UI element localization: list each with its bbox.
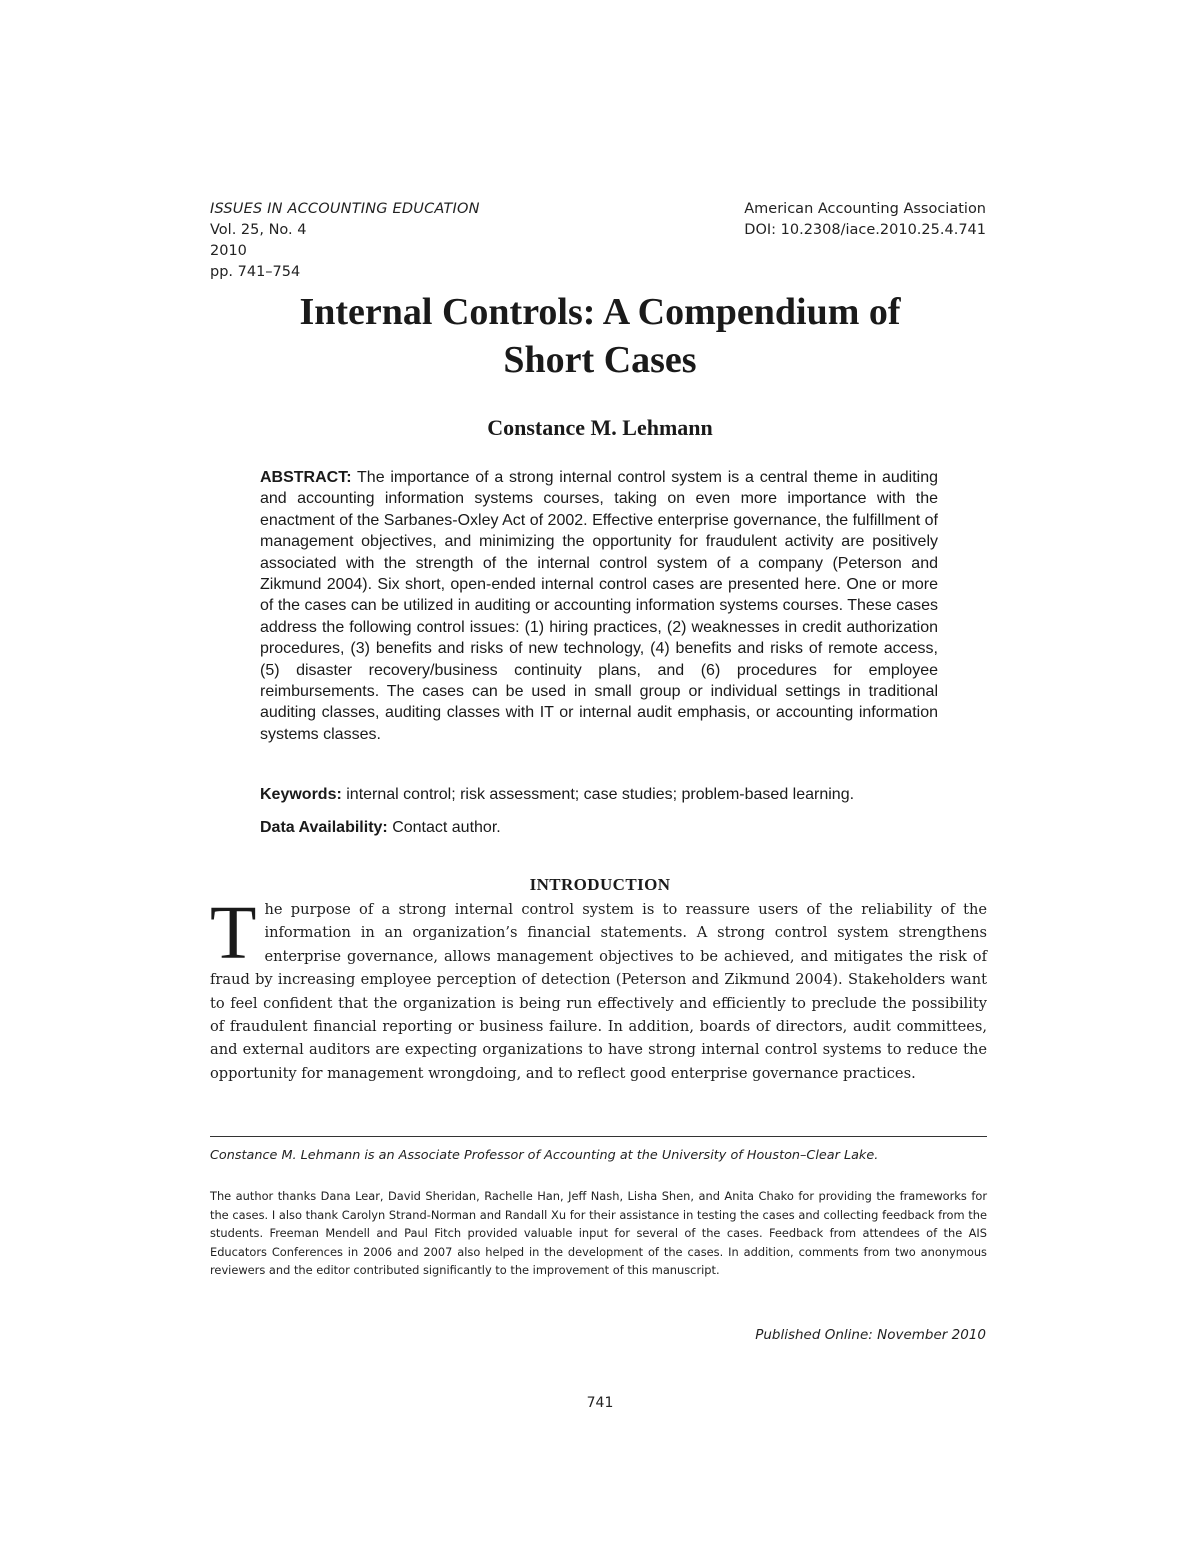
journal-name: ISSUES IN ACCOUNTING EDUCATION — [210, 201, 480, 217]
footnote-divider — [210, 1136, 987, 1137]
journal-pages: pp. 741–754 — [210, 264, 301, 280]
data-availability-text: Contact author. — [387, 819, 501, 836]
data-availability — [260, 817, 950, 839]
article-title — [200, 288, 1000, 384]
title-line-1: Internal Controls: A Compendium of — [299, 291, 901, 333]
abstract — [260, 467, 938, 745]
abstract-label: ABSTRACT: — [260, 469, 352, 486]
data-availability-label: Data Availability: — [260, 819, 388, 836]
keywords-text: internal control; risk assessment; case studies; problem-based learning. — [341, 786, 855, 803]
journal-year: 2010 — [210, 243, 247, 259]
journal-header-left — [210, 199, 480, 283]
introduction-heading: INTRODUCTION — [529, 875, 671, 894]
author-affiliation: Constance M. Lehmann is an Associate Professor of Accounting at the University of Houston–Clear Lake. — [210, 1148, 879, 1163]
keywords-label: Keywords: — [260, 786, 342, 803]
keywords — [260, 784, 950, 806]
title-line-2: Short Cases — [503, 339, 697, 381]
article-doi: DOI: 10.2308/iace.2010.25.4.741 — [744, 222, 986, 238]
article-author: Constance M. Lehmann — [487, 415, 713, 440]
journal-header-right — [744, 199, 986, 241]
abstract-text: The importance of a strong internal control system is a central theme in auditing and accounting information systems courses, taking on even more importance with the enactment of the Sarbanes-Oxley Act of 2002. Effective enterprise governance, the fulfillment of management objectives, and minimizing the opportunity for fraudulent activity are positively associated with the strength of the internal control system of a company (Peterson and Zikmund 2004). Six short, open-ended internal control cases are presented here. One or more of the cases can be utilized in auditing or accounting information systems courses. These cases address the following control issues: (1) hiring practices, (2) weaknesses in credit authorization procedures, (3) benefits and risks of new technology, (4) benefits and risks of remote access, (5) disaster recovery/business continuity plans, and (6) procedures for employee reimbursements. The cases can be used in small group or individual settings in traditional auditing classes, auditing classes with IT or internal audit emphasis, or accounting information systems classes. — [260, 469, 938, 743]
journal-volume: Vol. 25, No. 4 — [210, 222, 307, 238]
introduction-paragraph — [210, 891, 987, 1085]
acknowledgment: The author thanks Dana Lear, David Sheridan, Rachelle Han, Jeff Nash, Lisha Shen, and Anita Chako for providing the frameworks for the cases. I also thank Carolyn Strand-Norman and Randall Xu for their assistance in testing the cases and collecting feedback from the students. Freeman Mendell and Paul Fitch provided valuable input for several of the cases. Feedback from attendees of the AIS Educators Conferences in 2006 and 2007 also helped in the development of the cases. In addition, comments from two anonymous reviewers and the editor contributed significantly to the improvement of this manuscript. — [210, 1189, 987, 1277]
drop-cap: T — [210, 891, 257, 975]
introduction-text: he purpose of a strong internal control system is to reassure users of the reliability of the information in an organization’s financial statements. A strong control system strengthens enterprise governance, allows management objectives to be achieved, and mitigates the risk of fraud by increasing employee perception of detection (Peterson and Zikmund 2004). Stakeholders want to feel confident that the organization is being run effectively and efficiently to preclude the possibility of fraudulent financial reporting or business failure. In addition, boards of directors, audit committees, and external auditors are expecting organizations to have strong internal control systems to reduce the opportunity for management wrongdoing, and to reflect good enterprise governance practices. — [210, 901, 987, 1082]
publisher-name: American Accounting Association — [744, 201, 986, 217]
page-number: 741 — [586, 1395, 614, 1411]
published-date: Published Online: November 2010 — [755, 1327, 986, 1343]
